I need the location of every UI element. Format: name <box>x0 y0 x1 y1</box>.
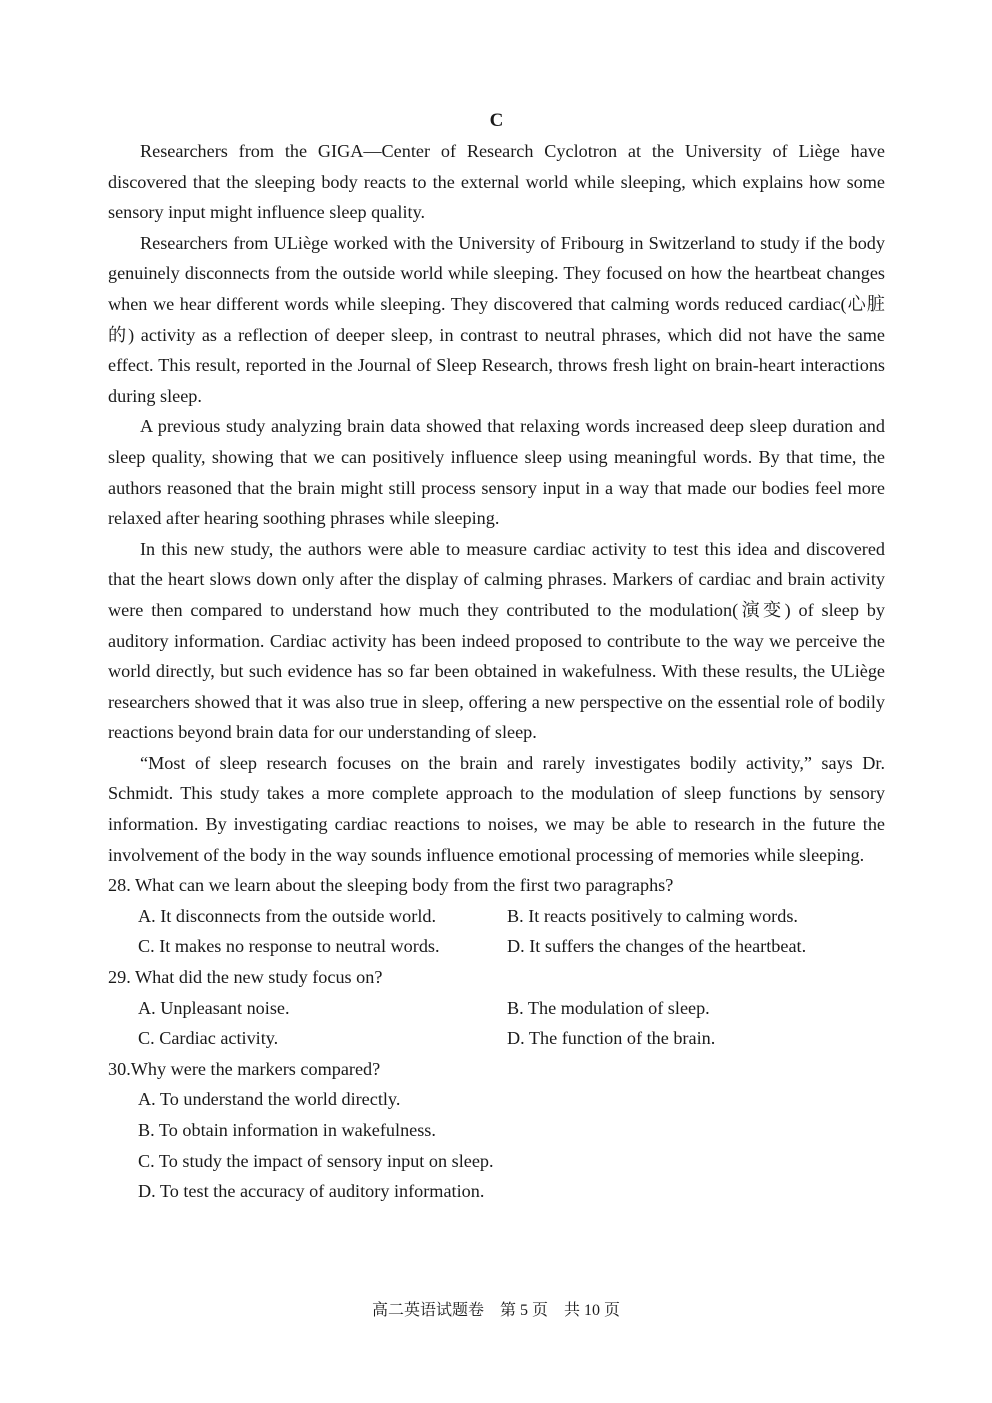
exam-page <box>108 106 885 1207</box>
question-28 <box>108 870 885 962</box>
option-b: B. The modulation of sleep. <box>507 997 710 1018</box>
paragraph-2: Researchers from ULiège worked with the University of Fribourg in Switzerland to study if the body genuinely disconnects from the outside world while sleeping. They focused on how the heartbeat changes when we hear different words while sleeping. They discovered that calming words reduced cardiac(心脏的) activity as a reflection of deeper sleep, in contrast to neutral phrases, which did not have the same effect. This result, reported in the Journal of Sleep Research, throws fresh light on brain-heart interactions during sleep. <box>108 232 885 406</box>
option-d: D. To test the accuracy of auditory information. <box>138 1181 485 1202</box>
paragraph-5: “Most of sleep research focuses on the brain and rarely investigates bodily activity,” says Dr. Schmidt. This study takes a more complete approach to the modulation of sleep functions by sensory information. By investigating cardiac reactions to noises, we may be able to research in the future the involvement of the body in the way sounds influence emotional processing of memories while sleeping. <box>108 752 885 865</box>
passage-body <box>108 136 885 870</box>
option-c: C. To study the impact of sensory input on sleep. <box>138 1150 494 1171</box>
paragraph-3: A previous study analyzing brain data showed that relaxing words increased deep sleep duration and sleep quality, showing that we can positively influence sleep using meaningful words. By that time, the authors reasoned that the brain might still process sensory input in a way that made our bodies feel more relaxed after hearing soothing phrases while sleeping. <box>108 416 885 529</box>
question-stem: 30.Why were the markers compared? <box>108 1058 381 1079</box>
option-grid <box>108 993 885 1054</box>
option-a: A. It disconnects from the outside world. <box>138 905 437 926</box>
question-30 <box>108 1054 885 1207</box>
option-list <box>108 1084 885 1206</box>
paragraph-4: In this new study, the authors were able to measure cardiac activity to test this idea and discovered that the heart slows down only after the display of calming phrases. Markers of cardiac and brain activity were then compared to understand how much they contributed to the modulation(演变) of sleep by auditory information. Cardiac activity has been indeed proposed to contribute to the way we perceive the world directly, but such evidence has so far been obtained in wakefulness. With these results, the ULiège researchers showed that it was also true in sleep, offering a new perspective on the essential role of bodily reactions beyond brain data for our understanding of sleep. <box>108 538 885 743</box>
question-stem: 28. What can we learn about the sleeping body from the first two paragraphs? <box>108 875 674 896</box>
option-grid <box>108 901 885 962</box>
option-b: B. To obtain information in wakefulness. <box>138 1120 436 1140</box>
option-c: C. It makes no response to neutral words. <box>138 936 440 957</box>
option-a: A. Unpleasant noise. <box>138 997 290 1018</box>
option-b: B. It reacts positively to calming words. <box>507 905 798 926</box>
option-d: D. The function of the brain. <box>507 1028 716 1049</box>
option-d: D. It suffers the changes of the heartbeat. <box>507 936 807 957</box>
question-29 <box>108 962 885 1054</box>
paragraph-1: Researchers from the GIGA—Center of Research Cyclotron at the University of Liège have discovered that the sleeping body reacts to the external world while sleeping, which explains how some sensory input might influence sleep quality. <box>108 141 885 223</box>
option-a: A. To understand the world directly. <box>138 1089 401 1110</box>
passage-heading: C <box>489 110 504 131</box>
page-footer: 高二英语试题卷 第 5 页 共 10 页 <box>371 1302 620 1319</box>
option-c: C. Cardiac activity. <box>138 1028 279 1049</box>
question-stem: 29. What did the new study focus on? <box>108 967 383 988</box>
